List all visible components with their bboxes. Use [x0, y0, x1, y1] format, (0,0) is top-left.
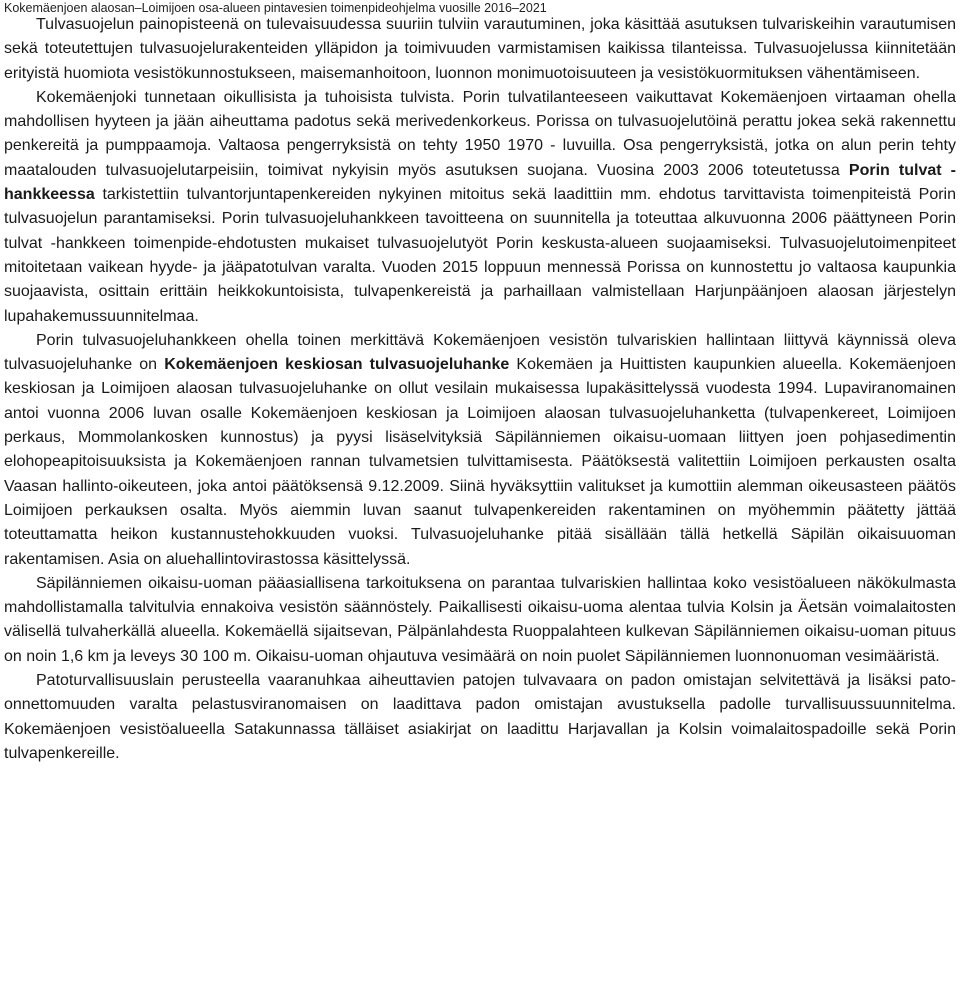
paragraph-text: Patoturvallisuuslain perusteella vaaranuhkaa aiheuttavien patojen tulvavaara on padon omistajan selvitettävä ja lisäksi pato-onnettomuuden varalta pelastusviranomaisen on laadittava padon omistajan avustuksella padolle turvallisuussuunnitelma. Kokemäenjoen vesistöalueella Satakunnassa tälläiset asiakirjat on laadittu Harjavallan ja Kolsin voimalaitospadoille sekä Porin tulvapenkereille.	[4, 672, 956, 762]
paragraph	[4, 86, 956, 329]
paragraph	[4, 13, 956, 86]
paragraph	[4, 669, 956, 766]
paragraph-text: Porin tulvasuojeluhankkeen ohella toinen merkittävä Kokemäenjoen vesistön tulvariskien hallintaan liittyvä käynnissä oleva tulvasuojeluhanke on	[4, 331, 956, 374]
paragraph-text: tarkistettiin tulvantorjuntapenkereiden nykyinen mitoitus sekä laadittiin mm. ehdotus tarvittavista toimenpiteistä Porin tulvasuojelun parantamiseksi. Porin tulvasuojeluhankkeen tavoitteena on suunnitella ja toteuttaa alkuvuonna 2006 päättyneen Porin tulvat -hankkeen toimenpide-ehdotusten mukaiset tulvasuojelutyöt Porin keskusta-alueen suojaamiseksi. Tulvasuojelutoimenpiteet mitoitetaan vaikean hyyde- ja jääpatotulvan varalta. Vuoden 2015 loppuun mennessä Porissa on kunnostettu jo valtaosa kaupunkia suojaavista, osittain erittäin heikkokuntoisista, tulvapenkereistä ja parhaillaan valmistellaan Harjunpäänjoen alaosan järjestelyn lupahakemussuunnitelmaa.	[4, 186, 956, 325]
body-text	[4, 13, 956, 766]
running-header: Kokemäenjoen alaosan–Loimijoen osa-alueen pintavesien toimenpideohjelma vuosille 2016–2021	[4, 1, 547, 15]
paragraph-text: Kokemäenjoki tunnetaan oikullisista ja tuhoisista tulvista. Porin tulvatilanteeseen vaikuttavat Kokemäenjoen virtaaman ohella mahdollisen hyyteen ja jään aiheuttama padotus sekä merivedenkorkeus. Porissa on tulvasuojelutöinä perattu jokea sekä rakennettu penkereitä ja pumppaamoja. Valtaosa pengerryksistä on tehty 1950 1970 - luvuilla. Osa pengerryksistä, jotka on alun perin tehty maatalouden tulvasuojelutarpeisiin, toimivat nykyisin myös asutuksen suojana. Vuosina 2003 2006 toteutetussa	[4, 88, 956, 179]
project-name-bold: Kokemäenjoen keskiosan tulvasuojeluhanke	[164, 356, 510, 374]
paragraph	[4, 572, 956, 669]
project-name-bold: Porin tulvat -hankkeessa	[4, 161, 957, 204]
paragraph-text: Kokemäen ja Huittisten kaupunkien alueella. Kokemäenjoen keskiosan ja Loimijoen alaosan tulvasuojeluhanke on ollut vesilain mukaisessa lupakäsittelyssä vuodesta 1994. Lupaviranomainen antoi vuonna 2006 luvan osalle Kokemäenjoen keskiosan ja Loimijoen alaosan tulvasuojeluhanketta (tulvapenkereet, Loimijoen perkaus, Mommolankosken kunnostus) ja pyysi lisäselvityksiä Säpilänniemen oikaisu-uomaan liittyen joen pohjasedimentin elohopeapitoisuuksista ja Kokemäenjoen rannan tulvametsien tulvittamisesta. Päätöksestä valitettiin Loimijoen perkausten osalta Vaasan hallinto-oikeuteen, joka antoi päätöksensä 9.12.2009. Siinä hyväksyttiin valitukset ja kumottiin alemman oikeusasteen päätös Loimijoen perkauksen osalta. Myös aiemmin luvan saanut tulvapenkereiden rakentaminen on myöhemmin päätetty jättää toteuttamatta heikon kustannustehokkuuden vuoksi. Tulvasuojeluhanke pitää sisällään tällä hetkellä Säpilän oikaisuuoman rakentamisen. Asia on aluehallintovirastossa käsittelyssä.	[4, 356, 956, 568]
paragraph	[4, 329, 956, 572]
paragraph-text: Säpilänniemen oikaisu-uoman pääasiallisena tarkoituksena on parantaa tulvariskien hallintaa koko vesistöalueen näkökulmasta mahdollistamalla talvitulvia ennakoiva vesistön säännöstely. Paikallisesti oikaisu-uoma alentaa tulvia Kolsin ja Äetsän voimalaitosten välisellä tulvaherkällä alueella. Kokemäellä sijaitsevan, Pälpänlahdesta Ruoppalahteen kulkevan Säpilänniemen oikaisu-uoman pituus on noin 1,6 km ja leveys 30 100 m. Oikaisu-uoman ohjautuva vesimäärä on noin puolet Säpilänniemen luonnonuoman vesimääristä.	[4, 574, 956, 665]
paragraph-text: Tulvasuojelun painopisteenä on tulevaisuudessa suuriin tulviin varautuminen, joka käsittää asutuksen tulvariskeihin varautumisen sekä toteutettujen tulvasuojelurakenteiden ylläpidon ja toimivuuden varmistamisen kaikissa tilanteissa. Tulvasuojelussa kiinnitetään erityistä huomiota vesistökunnostukseen, maisemanhoitoon, luonnon monimuotoisuuteen ja vesistökuormituksen vähentämiseen.	[4, 16, 956, 82]
